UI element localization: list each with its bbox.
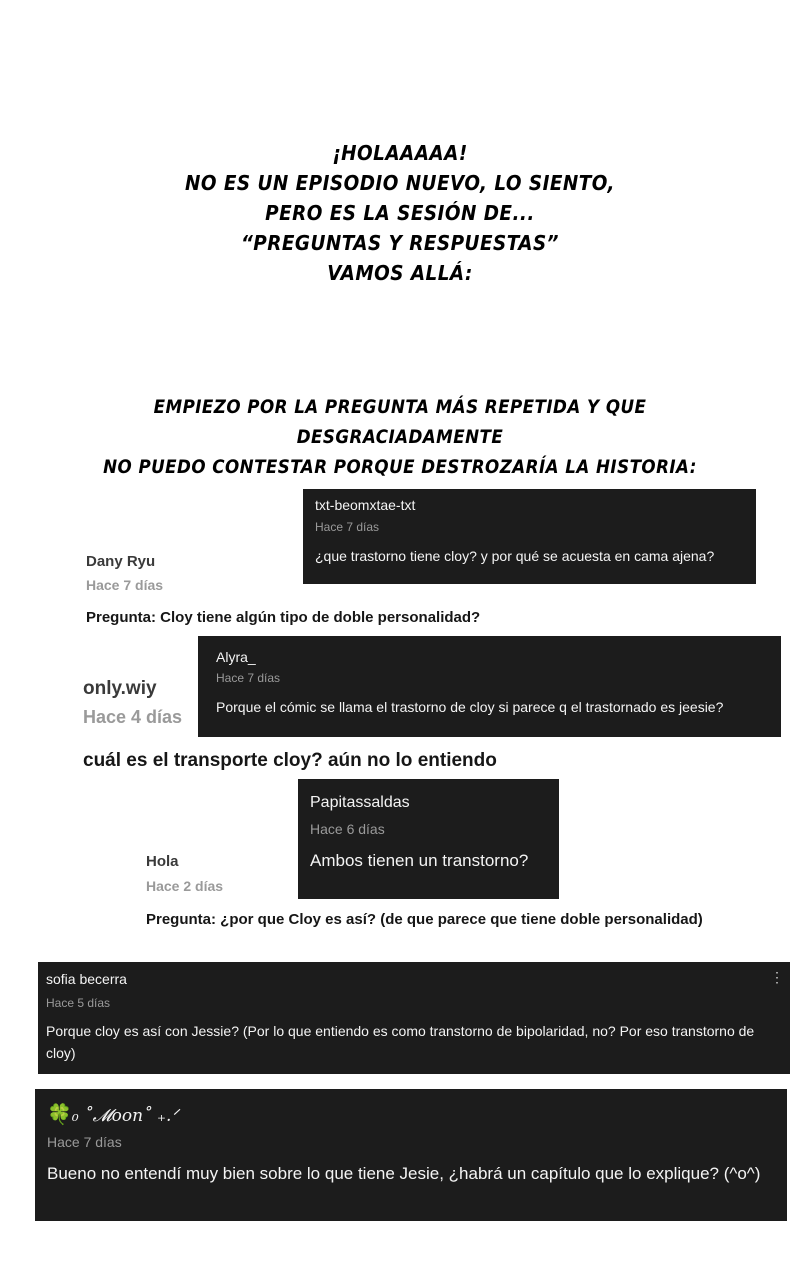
comment-card [146, 851, 223, 897]
comment-timestamp: Hace 4 días [83, 707, 183, 727]
intro-line: NO ES UN EPISODIO NUEVO, LO SIENTO, [185, 171, 615, 195]
comment-text: Ambos tienen un transtorno? [310, 851, 529, 870]
intro-line: ¡HOLAAAAA! [332, 141, 468, 165]
comment-timestamp: Hace 7 días [86, 577, 164, 593]
comment-text: Porque cloy es así con Jessie? (Por lo que entiendo es como transtorno de bipolaridad, no? Por eso transtorno de cloy) [46, 1023, 755, 1061]
heading-line: NO PUEDO CONTESTAR PORQUE DESTROZARÍA LA HISTORIA: [103, 456, 697, 478]
comment-card [35, 1089, 787, 1221]
comment-username[interactable]: Papitassaldas [310, 794, 410, 811]
intro-title [32, 138, 768, 288]
comment-text: ¿que trastorno tiene cloy? y por qué se acuesta en cama ajena? [315, 548, 715, 564]
intro-line: VAMOS ALLÁ: [327, 261, 473, 285]
comment-text: cuál es el transporte cloy? aún no lo entiendo [83, 750, 497, 771]
comment-card [303, 489, 756, 584]
comment-timestamp: Hace 7 días [315, 520, 380, 534]
comment-text: Porque el cómic se llama el trastorno de cloy si parece q el trastornado es jeesie? [216, 699, 724, 715]
comment-timestamp: Hace 5 días [46, 996, 111, 1010]
comment-text: Bueno no entendí muy bien sobre lo que tiene Jesie, ¿habrá un capítulo que lo explique? (^o^) [47, 1164, 761, 1183]
comment-timestamp: Hace 7 días [216, 671, 281, 685]
comment-card [38, 962, 790, 1074]
comment-card [298, 779, 559, 899]
comment-username[interactable]: sofia becerra [46, 971, 127, 987]
comment-text: Pregunta: ¿por que Cloy es así? (de que parece que tiene doble personalidad) [146, 911, 703, 928]
comment-username[interactable] [47, 1101, 775, 1130]
username-text: ₀ ˚𝓜oon˚ ₊.ᐟ [71, 1106, 179, 1126]
intro-line: PERO ES LA SESIÓN DE... [265, 201, 535, 225]
clover-icon: 🍀 [47, 1104, 72, 1126]
intro-line: “PREGUNTAS Y RESPUESTAS” [240, 231, 560, 255]
comment-username[interactable]: txt-beomxtae-txt [315, 497, 416, 513]
more-options-icon[interactable]: ⋮ [770, 969, 784, 985]
comment-timestamp: Hace 6 días [310, 821, 385, 837]
comment-username[interactable]: Alyra_ [216, 649, 256, 665]
comment-username[interactable]: Hola [146, 853, 179, 870]
comment-card [83, 676, 182, 730]
comment-username[interactable]: only.wiy [83, 678, 157, 699]
comment-timestamp: Hace 2 días [146, 878, 224, 894]
comment-card [198, 636, 781, 737]
heading-line: EMPIEZO POR LA PREGUNTA MÁS REPETIDA Y QUE DESGRACIADAMENTE [153, 396, 647, 448]
comment-username[interactable]: Dany Ryu [86, 553, 156, 570]
comment-text: Pregunta: Cloy tiene algún tipo de doble personalidad? [86, 609, 481, 626]
comment-timestamp: Hace 7 días [47, 1134, 122, 1150]
section-heading [48, 392, 752, 482]
comment-card [86, 552, 163, 595]
